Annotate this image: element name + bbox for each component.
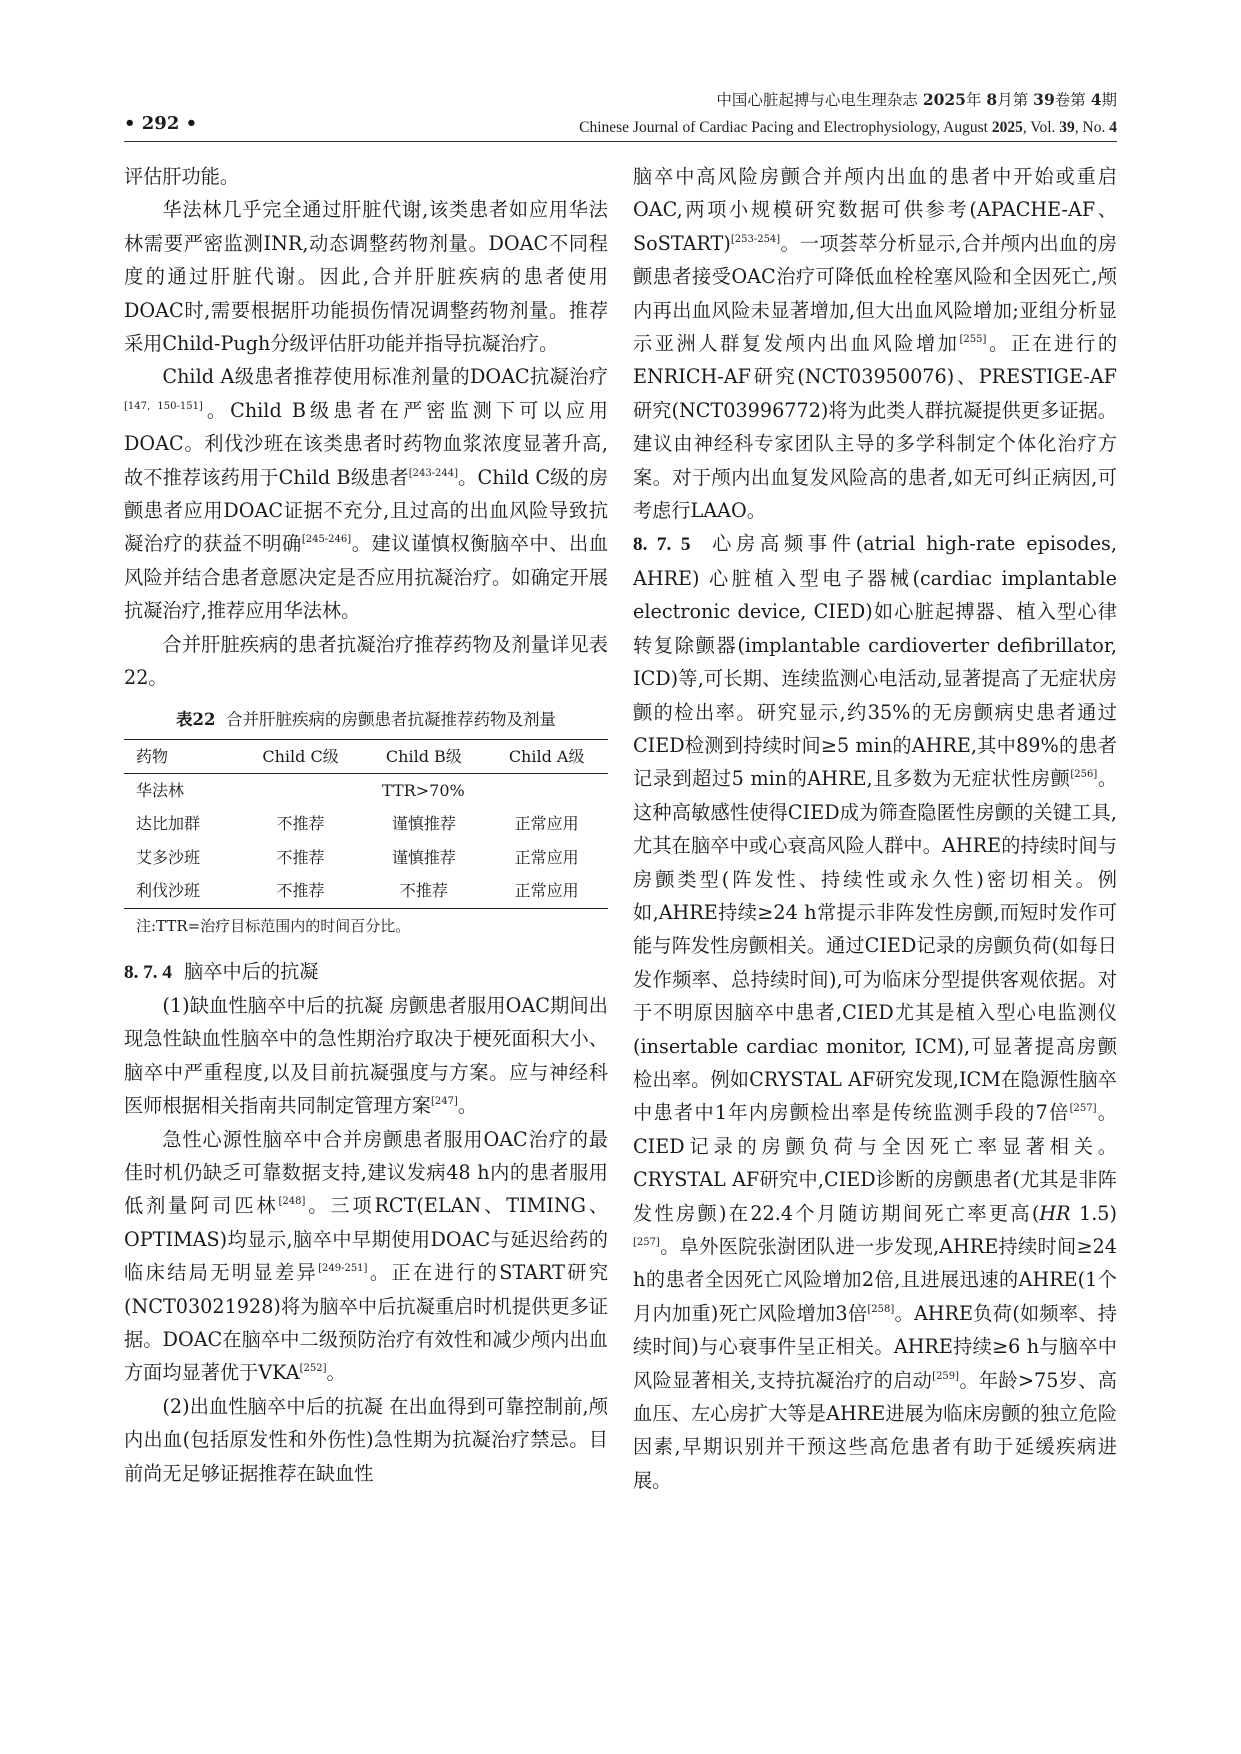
citation: [258] bbox=[867, 1303, 895, 1315]
text-run: 。阜外医院张澍团队进一步发现,AHRE持续时间≥24 h的患者全因死亡风险增加2倍,且进展迅速的AHRE(1个月内加重)死亡风险增加3倍 bbox=[633, 1235, 1117, 1325]
citation: [247] bbox=[431, 1096, 458, 1108]
text-run: 。Child C级的房颤患者应用DOAC证据不充分,且过高的出血风险导致抗凝治疗的获益不明确 bbox=[124, 465, 609, 556]
citation: [147, 150-151] bbox=[124, 400, 203, 412]
section-heading bbox=[124, 955, 608, 989]
citation: [259] bbox=[932, 1370, 960, 1382]
vol-label: , Vol. bbox=[1022, 119, 1056, 136]
hazard-ratio-label: HR bbox=[1039, 1201, 1071, 1225]
text-run: 。正在进行的START研究(NCT03021928)将为脑卒中后抗凝重启时机提供更多证据。DOAC在脑卒中二级预防治疗有效性和减少颅内出血方面均显著优于VKA bbox=[124, 1261, 609, 1385]
table-row bbox=[124, 807, 608, 840]
vol-unit: 卷第 bbox=[1054, 91, 1086, 109]
no-label: , No. bbox=[1074, 119, 1106, 136]
citation: [256] bbox=[1070, 769, 1098, 781]
page-number: • 292 • bbox=[124, 113, 198, 134]
issue: 4 bbox=[1090, 90, 1102, 109]
paragraph: 合并肝脏疾病的患者抗凝治疗推荐药物及剂量详见表22。 bbox=[124, 632, 608, 690]
drug-cell: 华法林 bbox=[136, 780, 185, 800]
drug-cell: 达比加群 bbox=[136, 814, 201, 834]
citation: [257] bbox=[633, 1237, 660, 1248]
paragraph bbox=[124, 1123, 608, 1390]
table-cell: 正常应用 bbox=[514, 814, 579, 834]
citation: [245-246] bbox=[301, 534, 352, 546]
text-run: (1)缺血性脑卒中后的抗凝 房颤患者服用OAC期间出现急性缺血性脑卒中的急性期治疗取决于梗死面积大小、脑卒中严重程度,以及目前抗凝强度与方案。应与神经科医师根据相关指南共同制定管理方案 bbox=[124, 993, 608, 1118]
table-row bbox=[124, 874, 608, 908]
paragraph bbox=[633, 527, 1117, 1497]
journal-name-cn: 中国心脏起搏与心电生理杂志 bbox=[716, 91, 918, 109]
citation: [257] bbox=[1069, 1103, 1097, 1115]
table-cell: TTR>70% bbox=[382, 780, 465, 800]
table-cell: 不推荐 bbox=[276, 814, 325, 834]
table-caption bbox=[124, 705, 608, 735]
left-column bbox=[124, 160, 608, 1490]
month-unit: 月第 bbox=[997, 91, 1029, 109]
citation: [248] bbox=[278, 1196, 306, 1208]
table-note: 注:TTR=治疗目标范围内的时间百分比。 bbox=[136, 916, 411, 935]
table-cell: 正常应用 bbox=[514, 847, 579, 867]
table-cell: 正常应用 bbox=[514, 881, 579, 901]
paragraph: 评估肝功能。 bbox=[124, 165, 240, 188]
paragraph: (2)出血性脑卒中后的抗凝 在出血得到可靠控制前,颅内出血(包括原发性和外伤性)急性期为抗凝治疗禁忌。目前尚无足够证据推荐在缺血性 bbox=[124, 1394, 608, 1485]
table-title: 合并肝脏疾病的房颤患者抗凝推荐药物及剂量 bbox=[225, 709, 556, 729]
citation: [252] bbox=[299, 1363, 327, 1375]
column-header: Child B级 bbox=[385, 746, 462, 766]
paragraph: 华法林几乎完全通过肝脏代谢,该类患者如应用华法林需要严密监测INR,动态调整药物剂量。DOAC不同程度的通过肝脏代谢。因此,合并肝脏疾病的患者使用DOAC时,需要根据肝功能损伤情况调整药物剂量。推荐采用Child-Pugh分级评估肝功能并指导抗凝治疗。 bbox=[124, 198, 608, 356]
text-run: 心房高频事件(atrial high-rate episodes, AHRE) 心脏植入型电子器械(cardiac implantable electronic device, CIED)如心脏起搏器、植入型心律转复除颤器(implantable cardioverter defibrillator, ICD)等,可长期、连续监测心电活动,显著提高了无症状房颤的检出率。研究显示,约35%的无房颤病史患者通过CIED检测到持续时间≥5 min的AHRE,其中89%的患者记录到超过5 min的AHRE,且多数为无症状性房颤 bbox=[633, 532, 1117, 791]
table-label: 表22 bbox=[176, 709, 216, 729]
text-run: 脑卒中高风险房颤合并颅内出血的患者中开始或重启OAC,两项小规模研究数据可供参考(APACHE-AF、SoSTART) bbox=[633, 165, 1117, 255]
text-run: 。 bbox=[457, 1094, 478, 1118]
table-cell: 不推荐 bbox=[276, 847, 325, 867]
text-run: 。一项荟萃分析显示,合并颅内出血的房颤患者接受OAC治疗可降低血栓栓塞风险和全因死亡,颅内再出血风险未显著增加,但大出血风险增加;亚组分析显示亚洲人群复发颅内出血风险增加 bbox=[633, 231, 1117, 356]
section-title: 脑卒中后的抗凝 bbox=[184, 959, 319, 983]
drug-cell: 艾多沙班 bbox=[136, 847, 201, 867]
text-run: Child A级患者推荐使用标准剂量的DOAC抗凝治疗 bbox=[162, 365, 608, 389]
table-row bbox=[124, 841, 608, 874]
right-column bbox=[633, 160, 1117, 1497]
section-number: 8. 7. 5 bbox=[633, 534, 691, 556]
text-run: 急性心源性脑卒中合并房颤患者服用OAC治疗的最佳时机仍缺乏可靠数据支持,建议发病48 h内的患者服用低剂量阿司匹林 bbox=[124, 1127, 608, 1218]
issue-en: 4 bbox=[1109, 119, 1117, 136]
journal-name-en: Chinese Journal of Cardiac Pacing and Electrophysiology, August bbox=[579, 119, 988, 136]
table-row bbox=[124, 773, 608, 807]
text-run: 。CIED记录的房颤负荷与全因死亡率显著相关。CRYSTAL AF研究中,CIED诊断的房颤患者(尤其是非阵发性房颤)在22.4个月随访期间死亡率更高( bbox=[633, 1101, 1117, 1225]
running-header bbox=[579, 86, 1117, 141]
text-run: 。建议谨慎权衡脑卒中、出血风险并结合患者意愿决定是否应用抗凝治疗。如确定开展抗凝治疗,推荐应用华法林。 bbox=[124, 532, 609, 623]
drug-cell: 利伐沙班 bbox=[136, 881, 201, 901]
text-run: 。这种高敏感性使得CIED成为筛查隐匿性房颤的关键工具,尤其在脑卒中或心衰高风险人群中。AHRE的持续时间与房颤类型(阵发性、持续性或永久性)密切相关。例如,AHRE持续≥24 h常提示非阵发性房颤,而短时发作可能与阵发性房颤相关。通过CIED记录的房颤负荷(如每日发作频率、总持续时间),可为临床分型提供客观依据。对于不明原因脑卒中患者,CIED尤其是植入型心电监测仪(insertable cardiac monitor, ICM),可显著提高房颤检出率。例如CRYSTAL AF研究发现,ICM在隐源性脑卒中患者中1年内房颤检出率是传统监测手段的7倍 bbox=[633, 767, 1118, 1125]
column-header: 药物 bbox=[136, 746, 169, 766]
paragraph bbox=[124, 360, 608, 627]
table-cell: 不推荐 bbox=[276, 881, 325, 901]
header-en-line bbox=[579, 114, 1117, 141]
citation: [253-254] bbox=[730, 233, 781, 245]
text-run: 。 bbox=[326, 1361, 346, 1385]
column-header: Child C级 bbox=[262, 746, 339, 766]
issue-unit: 期 bbox=[1101, 91, 1117, 109]
year-en: 2025 bbox=[991, 119, 1023, 136]
text-run: 。年龄>75岁、高血压、左心房扩大等是AHRE进展为临床房颤的独立危险因素,早期识别并干预这些高危患者有助于延缓疾病进展。 bbox=[633, 1368, 1117, 1492]
text-run: 。Child B级患者在严密监测下可以应用DOAC。利伐沙班在该类患者时药物血浆浓度显著升高,故不推荐该药用于Child B级患者 bbox=[124, 398, 608, 489]
column-header: Child A级 bbox=[508, 746, 585, 766]
table-cell: 不推荐 bbox=[399, 881, 448, 901]
volume-en: 39 bbox=[1059, 119, 1075, 136]
citation: [249-251] bbox=[318, 1263, 368, 1275]
table-cell: 谨慎推荐 bbox=[391, 847, 456, 867]
text-run: 1.5) bbox=[1070, 1201, 1117, 1225]
paragraph bbox=[633, 160, 1117, 527]
table-cell: 谨慎推荐 bbox=[391, 814, 456, 834]
year: 2025 bbox=[922, 90, 966, 109]
drug-table bbox=[124, 739, 608, 909]
paragraph bbox=[124, 989, 608, 1123]
header-cn-line bbox=[579, 86, 1117, 114]
table-header-row bbox=[124, 739, 608, 773]
text-run: 。三项RCT(ELAN、TIMING、OPTIMAS)均显示,脑卒中早期使用DOAC与延迟给药的临床结局无明显差异 bbox=[124, 1194, 609, 1285]
month: 8 bbox=[986, 90, 998, 109]
text-run: 。正在进行的ENRICH-AF研究(NCT03950076)、PRESTIGE-AF研究(NCT03996772)将为此类人群抗凝提供更多证据。建议由神经科专家团队主导的多学科制定个体化治疗方案。对于颅内出血复发风险高的患者,如无可纠正病因,可考虑行LAAO。 bbox=[633, 332, 1118, 523]
header-rule bbox=[124, 141, 1117, 142]
citation: [255] bbox=[959, 334, 987, 346]
section-number: 8. 7. 4 bbox=[124, 961, 172, 983]
text-run: 。AHRE负荷(如频率、持续时间)与心衰事件呈正相关。AHRE持续≥6 h与脑卒中风险显著相关,支持抗凝治疗的启动 bbox=[633, 1301, 1117, 1392]
volume: 39 bbox=[1033, 90, 1055, 109]
citation: [243-244] bbox=[408, 467, 459, 479]
year-unit: 年 bbox=[965, 91, 982, 109]
